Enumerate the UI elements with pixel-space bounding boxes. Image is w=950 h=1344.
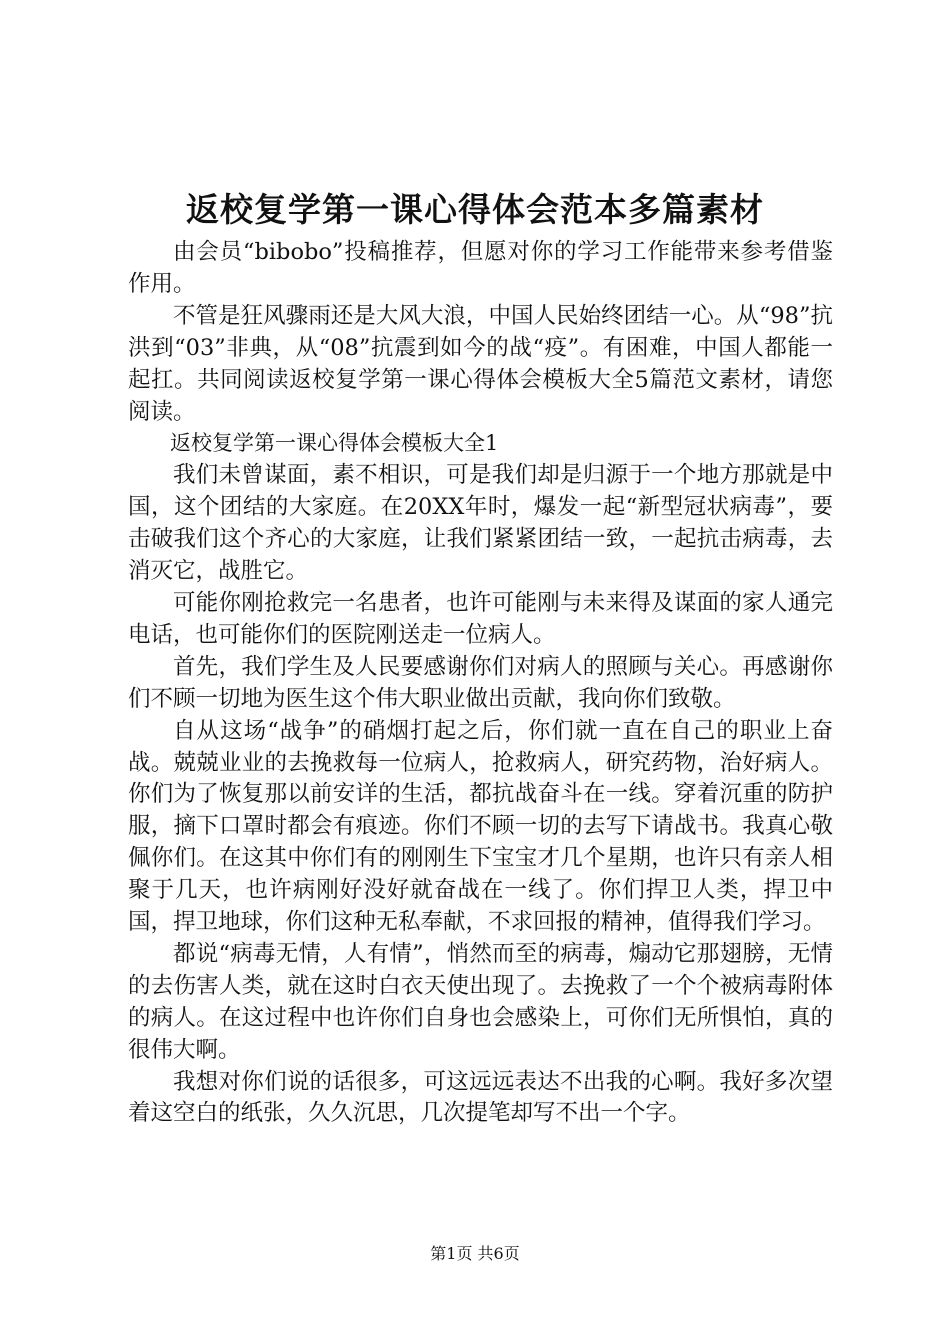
paragraph: 自从这场“战争”的硝烟打起之后，你们就一直在自己的职业上奋战。兢兢业业的去挽救每一位病人，抢救病人，研究药物，治好病人。你们为了恢复那以前安详的生活，都抗战奋斗在一线。穿着沉重的防护服，摘下口罩时都会有痕迹。你们不顾一切的去写下请战书。我真心敬佩你们。在这其中你们有的刚刚生下宝宝才几个星期，也许只有亲人相聚于几天，也许病刚好没好就奋战在一线了。你们捍卫人类，捍卫中国，捍卫地球，你们这种无私奉献，不求回报的精神，值得我们学习。 [128, 717, 833, 936]
paragraph: 首先，我们学生及人民要感谢你们对病人的照顾与关心。再感谢你们不顾一切地为医生这个伟大职业做出贡献，我向你们致敬。 [128, 653, 833, 712]
paragraph: 我想对你们说的话很多，可这远远表达不出我的心啊。我好多次望着这空白的纸张，久久沉思，几次提笔却写不出一个字。 [128, 1068, 833, 1127]
document-body [128, 237, 833, 1130]
paragraph: 不管是狂风骤雨还是大风大浪，中国人民始终团结一心。从“98”抗洪到“03”非典，从“08”抗震到如今的战“疫”。有困难，中国人都能一起扛。共同阅读返校复学第一课心得体会模板大全5篇范文素材，请您阅读。 [128, 302, 833, 425]
paragraph: 由会员“bibobo”投稿推荐，但愿对你的学习工作能带来参考借鉴作用。 [128, 239, 833, 297]
paragraph: 都说“病毒无情，人有情”，悄然而至的病毒，煽动它那翅膀，无情的去伤害人类，就在这时白衣天使出现了。去挽救了一个个被病毒附体的病人。在这过程中也许你们自身也会感染上，可你们无所惧怕，真的很伟大啊。 [128, 940, 833, 1063]
paragraph: 我们未曾谋面，素不相识，可是我们却是归源于一个地方那就是中国，这个团结的大家庭。在20XX年时，爆发一起“新型冠状病毒”，要击破我们这个齐心的大家庭，让我们紧紧团结一致，一起抗击病毒，去消灭它，战胜它。 [128, 462, 833, 585]
document-title: 返校复学第一课心得体会范本多篇素材 [186, 190, 764, 229]
paragraph: 可能你刚抢救完一名患者，也许可能刚与未来得及谋面的家人通完电话，也可能你们的医院刚送走一位病人。 [128, 589, 833, 648]
page-number-footer: 第1页 共6页 [430, 1244, 520, 1263]
section-heading: 返校复学第一课心得体会模板大全1 [170, 431, 499, 456]
